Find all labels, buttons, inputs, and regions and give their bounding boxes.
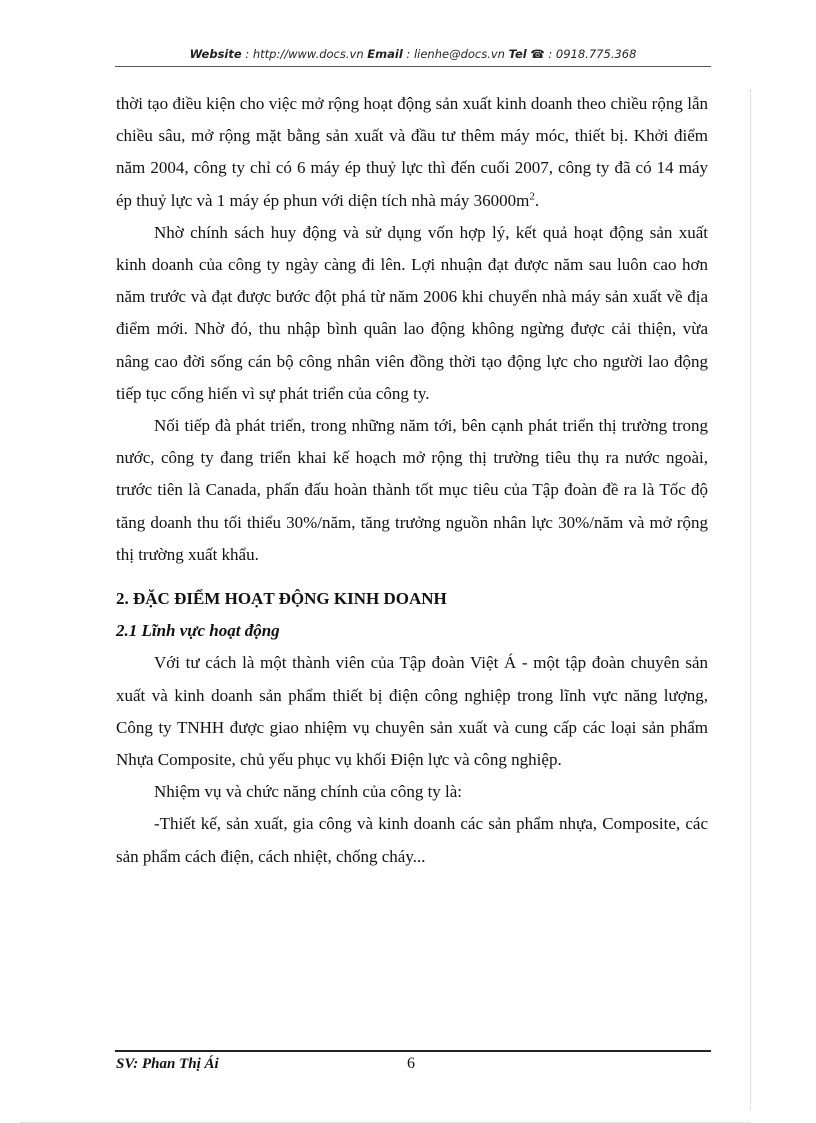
header-rule [115, 66, 711, 67]
paragraph-6: -Thiết kế, sản xuất, gia công và kinh doanh các sản phẩm nhựa, Composite, các sản phẩm cách điện, cách nhiệt, chống cháy... [116, 814, 708, 866]
footer-rule [115, 1050, 711, 1052]
paragraph-2: Nhờ chính sách huy động và sử dụng vốn hợp lý, kết quả hoạt động sản xuất kinh doanh của công ty ngày càng đi lên. Lợi nhuận đạt được năm sau luôn cao hơn năm trước và đạt được bước đột phá từ năm 2006 khi chuyển nhà máy sản xuất về địa điểm mới. Nhờ đó, thu nhập bình quân lao động không ngừng được cải thiện, vừa nâng cao đời sống cán bộ công nhân viên đồng thời tạo động lực cho người lao động tiếp tục cống hiến vì sự phát triển của công ty. [116, 222, 708, 403]
paragraph-1: thời tạo điều kiện cho việc mở rộng hoạt động sản xuất kinh doanh theo chiều rộng lẫn chiều sâu, mở rộng mặt bằng sản xuất và đầu tư thêm máy móc, thiết bị. Khởi điểm năm 2004, công ty chỉ có 6 máy ép thuỷ lực thì đến cuối 2007, công ty đã có 14 máy ép thuỷ lực và 1 máy ép phun với diện tích nhà máy $36000m^2$. [116, 94, 708, 210]
footer-student: SV: Phan Thị Ái [116, 1056, 219, 1072]
phone-icon: ☎ [530, 47, 545, 61]
paragraph-5: Nhiệm vụ và chức năng chính của công ty là: [154, 782, 463, 802]
tel-value: : 0918.775.368 [544, 47, 637, 61]
page-number: 6 [407, 1055, 415, 1072]
subsection-heading: 2.1 Lĩnh vực hoạt động [116, 621, 280, 641]
tel-label: Tel [508, 47, 527, 61]
superscript: 2 [529, 189, 535, 202]
paragraph-4: Với tư cách là một thành viên của Tập đoàn Việt Á - một tập đoàn chuyên sản xuất và kinh doanh sản phẩm thiết bị điện công nghiệp trong lĩnh vực năng lượng, Công ty TNHH được giao nhiệm vụ chuyên sản xuất và cung cấp các loại sản phẩm Nhựa Composite, chủ yếu phục vụ khối Điện lực và công nghiệp. [116, 653, 708, 770]
paragraph-3: Nối tiếp đà phát triển, trong những năm tới, bên cạnh phát triển thị trường trong nước, công ty đang triển khai kế hoạch mở rộng thị trường tiêu thụ ra nước ngoài, trước tiên là Canada, phấn đấu hoàn thành tốt mục tiêu của Tập đoàn đề ra là Tốc độ tăng doanh thu tối thiểu 30%/năm, tăng trưởng nguồn nhân lực 30%/năm và mở rộng thị trường xuất khẩu. [116, 416, 708, 564]
email-label: Email [367, 47, 403, 61]
document-body [116, 88, 708, 873]
email-value: : lienhe@docs.vn [402, 47, 509, 61]
section-heading: 2. ĐẶC ĐIỂM HOẠT ĐỘNG KINH DOANH [116, 589, 447, 609]
page-border-right [750, 90, 751, 1110]
website-value: : http://www.docs.vn [241, 47, 368, 61]
page-header [115, 47, 711, 61]
website-label: Website [189, 47, 242, 61]
